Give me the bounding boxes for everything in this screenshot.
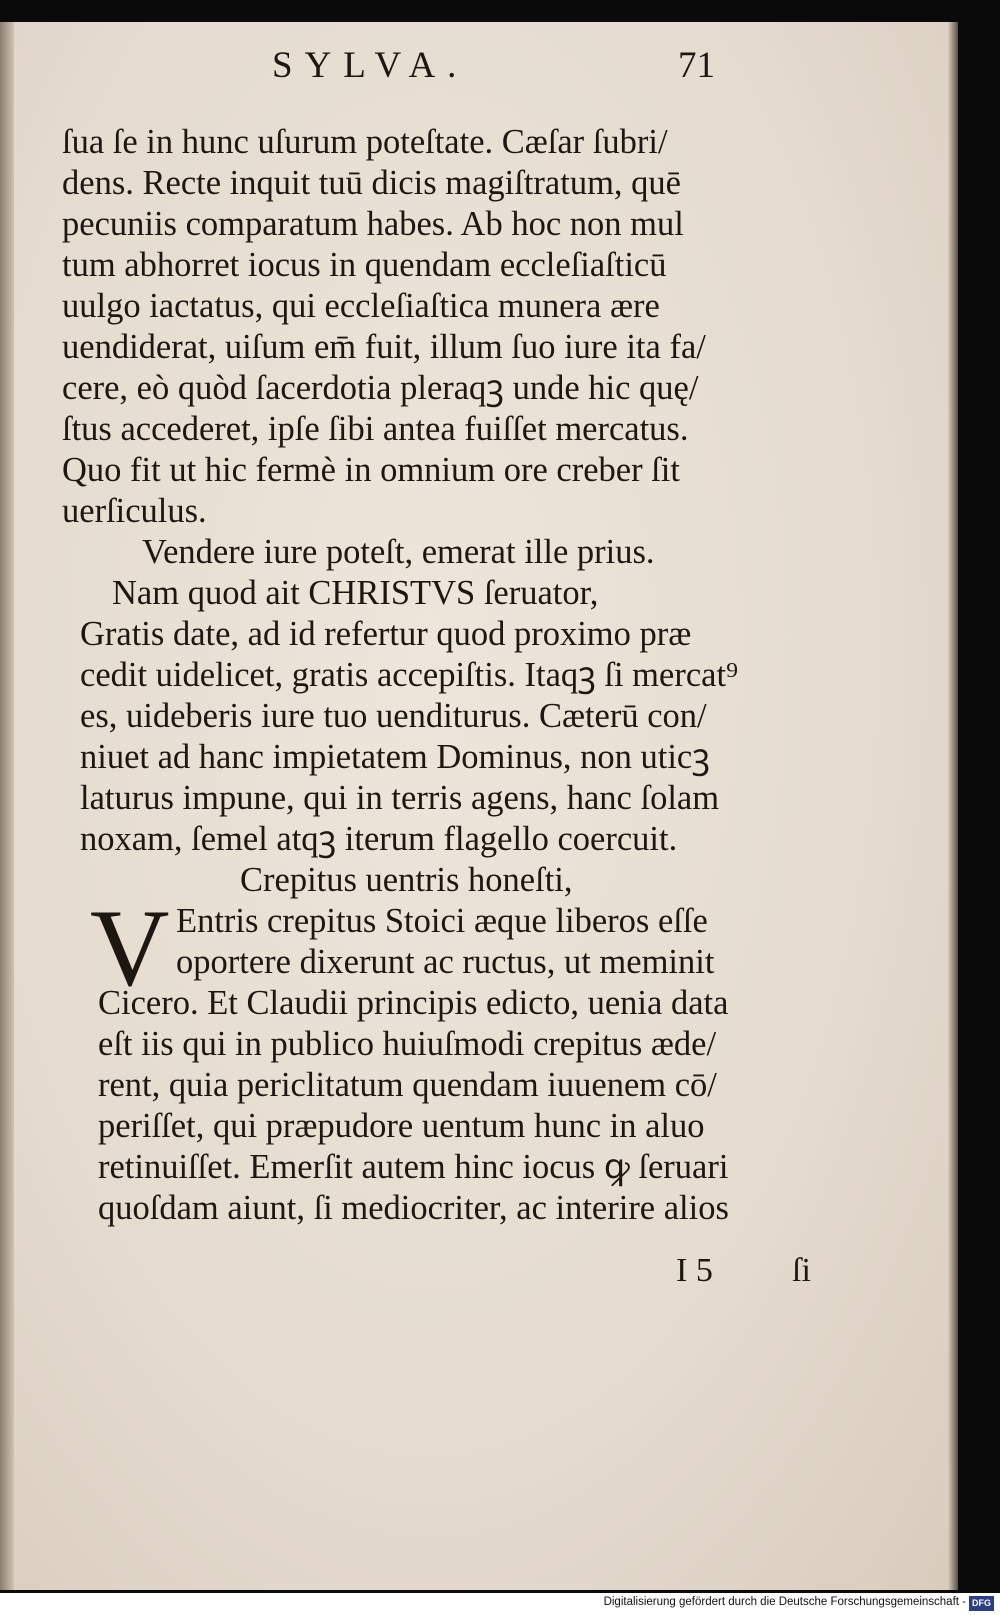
footer-credit: Digitalisierung gefördert durch die Deutsche Forschungsgemeinschaft - [603, 1596, 966, 1608]
text-line: dens. Recte inquit tuū dicis magiſtratum, quē [62, 164, 681, 202]
text-line: laturus impune, qui in terris agens, hanc ſolam [80, 779, 720, 817]
text-line: Nam quod ait CHRISTVS ſeruator, [112, 574, 599, 612]
text-line: uerſiculus. [62, 492, 207, 530]
text-line: ſua ſe in hunc uſurum poteſtate. Cæſar ſubri/ [62, 123, 668, 161]
text-line: ſtus accederet, ipſe ſibi antea fuiſſet mercatus. [62, 410, 689, 448]
text-line: niuet ad hanc impietatem Dominus, non uticꝫ [80, 738, 710, 776]
dfg-logo-icon: DFG [969, 1596, 994, 1611]
catchword: ſi [792, 1252, 811, 1289]
text-line: Entris crepitus Stoici æque liberos eſſe [176, 902, 708, 940]
drop-cap-initial: V [90, 887, 170, 1009]
text-line: Quo fit ut hic fermè in omnium ore creber ſit [62, 451, 680, 489]
text-line: uulgo iactatus, qui eccleſiaſtica munera ære [62, 287, 660, 325]
section-heading: Crepitus uentris honeſti, [240, 861, 573, 899]
text-line: cere, eò quòd ſacerdotia pleraqꝫ unde hic quę/ [62, 369, 699, 407]
text-line: periſſet, qui præpudore uentum hunc in aluo [98, 1107, 705, 1145]
text-line: pecuniis comparatum habes. Ab hoc non mul [62, 205, 684, 243]
text-line: cedit uidelicet, gratis accepiſtis. Itaqꝫ ſi mercat⁹ [80, 656, 739, 694]
text-line: retinuiſſet. Emerſit autem hinc iocus ꝙ ſeruari [98, 1148, 729, 1186]
text-line: tum abhorret iocus in quendam eccleſiaſticū [62, 246, 667, 284]
text-line: es, uideberis iure tuo uenditurus. Cæterū con/ [80, 697, 707, 735]
signature-mark: I 5 [676, 1252, 713, 1289]
verse-line: Vendere iure poteſt, emerat ille prius. [142, 533, 655, 571]
running-head: SYLVA. [272, 45, 469, 86]
footer-bar [0, 1593, 1000, 1615]
text-line: quoſdam aiunt, ſi mediocriter, ac interire alios [98, 1189, 729, 1227]
text-line: oportere dixerunt ac ructus, ut meminit [176, 943, 715, 981]
text-line: Cicero. Et Claudii principis edicto, uenia data [98, 984, 729, 1022]
text-line: eſt iis qui in publico huiuſmodi crepitus æde/ [98, 1025, 717, 1063]
text-line: noxam, ſemel atqꝫ iterum flagello coercuit. [80, 820, 678, 858]
text-line: rent, quia periclitatum quendam iuuenem cō/ [98, 1066, 717, 1104]
text-line: Gratis date, ad id refertur quod proximo præ [80, 615, 692, 653]
text-line: uendiderat, uiſum em̄ fuit, illum ſuo iure ita fa/ [62, 328, 706, 366]
page-number: 71 [678, 45, 715, 86]
